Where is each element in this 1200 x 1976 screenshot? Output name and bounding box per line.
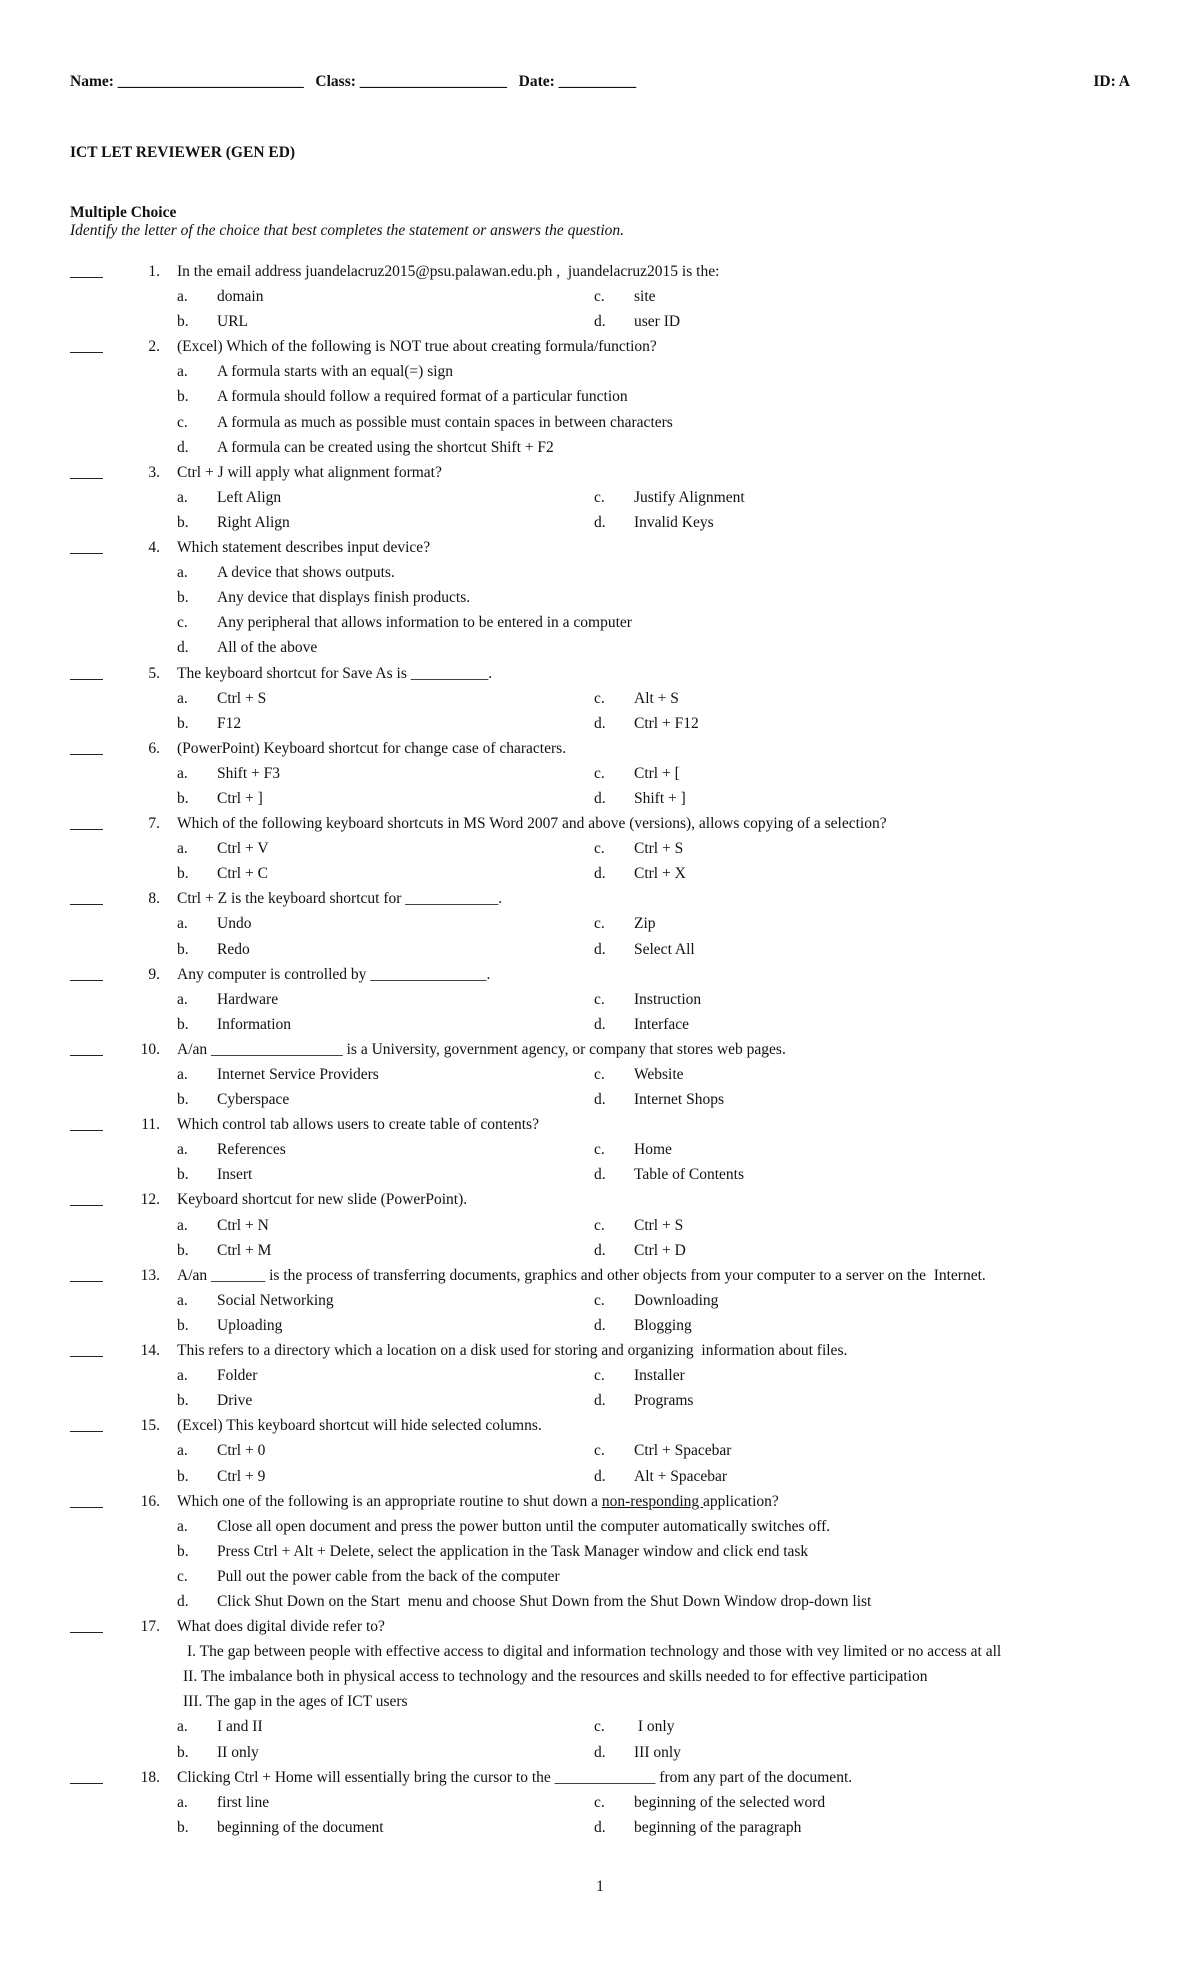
choice-text: Undo bbox=[217, 915, 252, 933]
choice-letter: a. bbox=[177, 1291, 188, 1309]
choice-text: I only bbox=[634, 1718, 675, 1736]
choice-letter: c. bbox=[594, 1291, 605, 1309]
choice-row bbox=[0, 1740, 1200, 1765]
answer-blank[interactable] bbox=[70, 1614, 103, 1633]
choice-row bbox=[0, 1213, 1200, 1238]
choice-letter: b. bbox=[177, 513, 189, 531]
question-stem-line bbox=[0, 1037, 1200, 1062]
question-stem bbox=[177, 259, 719, 284]
question-stem-text: Ctrl + J will apply what alignment format? bbox=[177, 463, 442, 481]
choice-row bbox=[0, 1388, 1200, 1413]
choice-text: Folder bbox=[217, 1367, 258, 1385]
choice-text: F12 bbox=[217, 714, 242, 732]
section-header bbox=[70, 204, 624, 240]
choice-text: Information bbox=[217, 1015, 292, 1033]
question-stem bbox=[177, 1489, 779, 1514]
choice-text: Right Align bbox=[217, 513, 290, 531]
choice-letter: a. bbox=[177, 1367, 188, 1385]
choice-letter: c. bbox=[594, 1367, 605, 1385]
choice-text: A formula as much as possible must contain spaces in between characters bbox=[217, 413, 673, 431]
question-stem-line bbox=[0, 1263, 1200, 1288]
answer-blank[interactable] bbox=[70, 259, 103, 278]
statement-line bbox=[0, 1639, 1200, 1664]
choice-letter: c. bbox=[594, 689, 605, 707]
question-stem-line bbox=[0, 886, 1200, 911]
choice-text: Any device that displays finish products. bbox=[217, 589, 471, 607]
choice-letter: d. bbox=[177, 1592, 189, 1610]
choice-text: domain bbox=[217, 288, 264, 306]
choice-letter: b. bbox=[177, 940, 189, 958]
question-stem bbox=[177, 736, 566, 761]
choice-letter: c. bbox=[594, 1141, 605, 1159]
choice-letter: d. bbox=[594, 1392, 606, 1410]
choice-text: Ctrl + [ bbox=[634, 764, 680, 782]
name-label: Name: ________________________ bbox=[70, 73, 304, 90]
question-number: 1. bbox=[148, 263, 160, 280]
choice-text: All of the above bbox=[217, 639, 318, 657]
choice-text: Press Ctrl + Alt + Delete, select the application in the Task Manager window and click end task bbox=[217, 1542, 809, 1560]
question-number: 9. bbox=[148, 965, 160, 983]
choice-letter: d. bbox=[177, 438, 189, 456]
choice-letter: c. bbox=[594, 1442, 605, 1460]
question-stem-text: Which control tab allows users to create table of contents? bbox=[177, 1116, 539, 1134]
choice-text: Ctrl + S bbox=[634, 1216, 684, 1234]
choice-letter: a. bbox=[177, 564, 188, 582]
question-stem bbox=[177, 1187, 467, 1212]
choice-text: URL bbox=[217, 313, 248, 331]
choice-text: Justify Alignment bbox=[634, 488, 745, 506]
choice-letter: c. bbox=[594, 1793, 605, 1811]
question-stem-text: Any computer is controlled by _______________. bbox=[177, 965, 491, 983]
question-stem bbox=[177, 811, 887, 836]
choice-row bbox=[0, 284, 1200, 309]
question-stem-line bbox=[0, 962, 1200, 987]
choice-row bbox=[0, 1714, 1200, 1739]
choice-letter: c. bbox=[177, 614, 188, 632]
choice-text: beginning of the paragraph bbox=[634, 1818, 802, 1836]
question-number: 18. bbox=[140, 1768, 160, 1786]
question-stem-text: (PowerPoint) Keyboard shortcut for change case of characters. bbox=[177, 739, 567, 757]
choice-letter: d. bbox=[594, 940, 606, 958]
choice-row bbox=[0, 560, 1200, 585]
question-stem bbox=[177, 1112, 539, 1137]
choice-row bbox=[0, 1438, 1200, 1463]
choice-text: user ID bbox=[634, 313, 681, 331]
choice-text: beginning of the selected word bbox=[634, 1793, 826, 1811]
question-number: 11. bbox=[141, 1116, 160, 1134]
section-instructions: Identify the letter of the choice that best completes the statement or answers the question. bbox=[70, 222, 625, 239]
choice-text: Internet Service Providers bbox=[217, 1066, 379, 1083]
question-stem-text: Which one of the following is an appropriate routine to shut down a bbox=[177, 1492, 602, 1510]
question-stem-text: The keyboard shortcut for Save As is __________. bbox=[177, 664, 493, 682]
statement-text: II. The imbalance both in physical access to technology and the resources and skills needed to for effective participation bbox=[183, 1668, 928, 1686]
question-stem-after: application? bbox=[703, 1492, 779, 1510]
choice-text: Ctrl + X bbox=[634, 865, 686, 883]
choice-row bbox=[0, 1162, 1200, 1187]
question-number: 15. bbox=[140, 1417, 160, 1435]
answer-blank[interactable] bbox=[70, 334, 103, 353]
question-stem-text: Clicking Ctrl + Home will essentially bring the cursor to the _____________ from any part of the document. bbox=[177, 1768, 853, 1786]
choice-text: Insert bbox=[217, 1166, 253, 1184]
choice-row bbox=[0, 1363, 1200, 1388]
choice-letter: d. bbox=[594, 865, 606, 883]
choice-text: Ctrl + V bbox=[217, 840, 269, 858]
question-stem bbox=[177, 962, 490, 987]
choice-text: II only bbox=[217, 1743, 259, 1761]
choice-letter: b. bbox=[177, 589, 189, 607]
question-stem-text: In the email address juandelacruz2015@psu.palawan.edu.ph , juandelacruz2015 is the: bbox=[177, 263, 720, 280]
choice-letter: d. bbox=[594, 789, 606, 807]
choice-text: Pull out the power cable from the back of the computer bbox=[217, 1567, 560, 1585]
choice-letter: c. bbox=[177, 1567, 188, 1585]
answer-blank[interactable] bbox=[70, 1112, 103, 1131]
choice-text: Uploading bbox=[217, 1316, 283, 1334]
choice-letter: b. bbox=[177, 865, 189, 883]
choice-letter: d. bbox=[177, 639, 189, 657]
choice-row bbox=[0, 711, 1200, 736]
choice-text: Cyberspace bbox=[217, 1091, 290, 1109]
choice-text: Ctrl + F12 bbox=[634, 714, 699, 732]
question-stem-line bbox=[0, 535, 1200, 560]
question-stem-text: Ctrl + Z is the keyboard shortcut for ____________. bbox=[177, 890, 503, 908]
choice-letter: a. bbox=[177, 1141, 188, 1159]
question-number: 5. bbox=[148, 664, 160, 682]
question-stem-line bbox=[0, 1614, 1200, 1639]
choice-text: Click Shut Down on the Start menu and choose Shut Down from the Shut Down Window drop-down list bbox=[217, 1592, 872, 1610]
choice-letter: b. bbox=[177, 714, 189, 732]
question-stem bbox=[177, 661, 492, 686]
question-stem-line bbox=[0, 460, 1200, 485]
choice-text: Ctrl + S bbox=[217, 689, 267, 707]
date-label: Date: __________ bbox=[518, 73, 637, 90]
question-number: 8. bbox=[148, 890, 160, 908]
choice-row bbox=[0, 1514, 1200, 1539]
question-number: 16. bbox=[140, 1492, 160, 1510]
answer-blank[interactable] bbox=[70, 1338, 103, 1357]
choice-text: Website bbox=[634, 1066, 684, 1083]
choice-text: A device that shows outputs. bbox=[217, 564, 395, 582]
question-stem-underlined: non-responding bbox=[601, 1492, 704, 1510]
choice-text: III only bbox=[634, 1743, 681, 1761]
choice-text: I and II bbox=[217, 1718, 263, 1736]
question-stem-line bbox=[0, 736, 1200, 761]
question-stem-line bbox=[0, 661, 1200, 686]
statement-text: III. The gap in the ages of ICT users bbox=[183, 1693, 408, 1711]
answer-blank[interactable] bbox=[70, 1187, 103, 1206]
choice-letter: c. bbox=[594, 915, 605, 933]
question-stem-text: A/an _________________ is a University, government agency, or company that stores web pages. bbox=[177, 1040, 786, 1058]
choice-text: Ctrl + S bbox=[634, 840, 684, 858]
choice-letter: d. bbox=[594, 1818, 606, 1836]
question-stem bbox=[177, 1338, 847, 1363]
choice-text: Alt + S bbox=[634, 689, 679, 707]
question-stem-line bbox=[0, 1765, 1200, 1790]
choice-row bbox=[0, 836, 1200, 861]
question-stem-line bbox=[0, 1187, 1200, 1212]
choice-row bbox=[0, 1062, 1200, 1087]
answer-blank[interactable] bbox=[70, 1037, 103, 1056]
choice-text: A formula can be created using the shortcut Shift + F2 bbox=[217, 438, 554, 456]
choice-row bbox=[0, 1564, 1200, 1589]
question-stem-text: Which of the following keyboard shortcuts in MS Word 2007 and above (versions), allows copying of a selection? bbox=[177, 815, 887, 833]
choice-row bbox=[0, 485, 1200, 510]
answer-blank[interactable] bbox=[70, 1489, 103, 1508]
choice-letter: a. bbox=[177, 764, 188, 782]
question-stem-line bbox=[0, 1489, 1200, 1514]
choice-letter: c. bbox=[594, 840, 605, 858]
question-stem-text: A/an _______ is the process of transferring documents, graphics and other objects from your computer to a server on the Internet. bbox=[177, 1266, 986, 1284]
choice-letter: b. bbox=[177, 1743, 189, 1761]
question-number: 2. bbox=[148, 338, 160, 356]
answer-blank[interactable] bbox=[70, 1413, 103, 1432]
choice-text: Zip bbox=[634, 915, 656, 933]
question-number: 13. bbox=[140, 1266, 160, 1284]
choice-text: Drive bbox=[217, 1392, 253, 1410]
question-stem bbox=[177, 334, 657, 359]
choice-text: Shift + F3 bbox=[217, 764, 281, 782]
choice-letter: c. bbox=[594, 288, 605, 306]
answer-blank[interactable] bbox=[70, 661, 103, 680]
question-list bbox=[0, 259, 1200, 1840]
choice-letter: b. bbox=[177, 313, 189, 331]
section-title: Multiple Choice bbox=[70, 204, 177, 221]
choice-row bbox=[0, 410, 1200, 435]
choice-letter: a. bbox=[177, 288, 188, 306]
choice-letter: a. bbox=[177, 1793, 188, 1811]
question-stem bbox=[177, 535, 430, 560]
choice-letter: c. bbox=[594, 990, 605, 1008]
question-stem-text: What does digital divide refer to? bbox=[177, 1618, 385, 1636]
choice-text: A formula starts with an equal(=) sign bbox=[217, 363, 454, 381]
choice-letter: b. bbox=[177, 1316, 189, 1334]
choice-text: Redo bbox=[217, 940, 250, 958]
choice-row bbox=[0, 1589, 1200, 1614]
choice-row bbox=[0, 911, 1200, 936]
choice-letter: d. bbox=[594, 1166, 606, 1184]
choice-text: Select All bbox=[634, 940, 695, 958]
statement-line bbox=[0, 1689, 1200, 1714]
choice-row bbox=[0, 1313, 1200, 1338]
question-number: 3. bbox=[148, 463, 160, 481]
question-stem-text: Which statement describes input device? bbox=[177, 539, 431, 557]
choice-text: Ctrl + ] bbox=[217, 789, 263, 807]
question-stem bbox=[177, 460, 442, 485]
choice-letter: b. bbox=[177, 1542, 189, 1560]
choice-letter: b. bbox=[177, 1467, 189, 1485]
choice-row bbox=[0, 1539, 1200, 1564]
choice-letter: a. bbox=[177, 1442, 188, 1460]
choice-letter: a. bbox=[177, 689, 188, 707]
question-stem-line bbox=[0, 811, 1200, 836]
choice-text: Invalid Keys bbox=[634, 513, 714, 531]
choice-row bbox=[0, 435, 1200, 460]
question-number: 17. bbox=[140, 1618, 160, 1636]
answer-blank[interactable] bbox=[70, 736, 103, 755]
question-number: 4. bbox=[148, 539, 160, 557]
answer-blank[interactable] bbox=[70, 886, 103, 905]
answer-blank[interactable] bbox=[70, 1263, 103, 1282]
choice-letter: b. bbox=[177, 1015, 189, 1033]
choice-text: Close all open document and press the power button until the computer automatically switches off. bbox=[217, 1517, 831, 1535]
choice-row bbox=[0, 1464, 1200, 1489]
choice-row bbox=[0, 1288, 1200, 1313]
choice-text: Internet Shops bbox=[634, 1091, 724, 1109]
choice-text: beginning of the document bbox=[217, 1818, 384, 1836]
choice-text: Shift + ] bbox=[634, 789, 686, 807]
choice-letter: b. bbox=[177, 1091, 189, 1109]
choice-text: References bbox=[217, 1141, 286, 1159]
answer-blank[interactable] bbox=[70, 962, 103, 981]
choice-text: Social Networking bbox=[217, 1291, 334, 1309]
choice-text: Ctrl + 0 bbox=[217, 1442, 266, 1460]
choice-letter: c. bbox=[594, 1718, 605, 1736]
question-stem-text: This refers to a directory which a location on a disk used for storing and organizing information about files. bbox=[177, 1342, 848, 1360]
choice-letter: d. bbox=[594, 1467, 606, 1485]
choice-text: Instruction bbox=[634, 990, 702, 1008]
choice-letter: d. bbox=[594, 1743, 606, 1761]
choice-text: Ctrl + 9 bbox=[217, 1467, 266, 1485]
class-label: Class: ___________________ bbox=[315, 73, 508, 90]
choice-text: Ctrl + M bbox=[217, 1241, 272, 1259]
choice-row bbox=[0, 1012, 1200, 1037]
choice-letter: a. bbox=[177, 363, 188, 381]
choice-row bbox=[0, 1790, 1200, 1815]
question-number: 12. bbox=[140, 1191, 160, 1209]
choice-row bbox=[0, 510, 1200, 535]
choice-letter: a. bbox=[177, 915, 188, 933]
question-stem bbox=[177, 886, 502, 911]
choice-letter: d. bbox=[594, 1316, 606, 1334]
choice-row bbox=[0, 1238, 1200, 1263]
choice-text: first line bbox=[217, 1793, 270, 1811]
choice-row bbox=[0, 937, 1200, 962]
choice-letter: d. bbox=[594, 714, 606, 732]
statement-line bbox=[0, 1664, 1200, 1689]
choice-letter: a. bbox=[177, 1718, 188, 1736]
choice-text: Left Align bbox=[217, 488, 282, 506]
choice-letter: b. bbox=[177, 789, 189, 807]
question-number: 6. bbox=[148, 739, 160, 757]
choice-text: A formula should follow a required format of a particular function bbox=[217, 388, 628, 406]
choice-row bbox=[0, 635, 1200, 660]
choice-text: Ctrl + C bbox=[217, 865, 268, 883]
choice-text: Any peripheral that allows information to be entered in a computer bbox=[217, 614, 632, 632]
choice-letter: d. bbox=[594, 313, 606, 331]
choice-row bbox=[0, 1137, 1200, 1162]
choice-text: site bbox=[634, 288, 656, 306]
choice-text: Programs bbox=[634, 1392, 694, 1410]
choice-text: Alt + Spacebar bbox=[634, 1467, 728, 1485]
choice-letter: c. bbox=[177, 413, 188, 431]
choice-row bbox=[0, 987, 1200, 1012]
answer-blank[interactable] bbox=[70, 1765, 103, 1784]
choice-text: Home bbox=[634, 1141, 672, 1159]
choice-letter: b. bbox=[177, 388, 189, 406]
answer-blank[interactable] bbox=[70, 460, 103, 479]
choice-row bbox=[0, 585, 1200, 610]
choice-letter: b. bbox=[177, 1166, 189, 1184]
question-stem bbox=[177, 1263, 986, 1288]
choice-letter: b. bbox=[177, 1241, 189, 1259]
choice-row bbox=[0, 861, 1200, 886]
choice-letter: d. bbox=[594, 1091, 606, 1109]
choice-text: Hardware bbox=[217, 990, 279, 1008]
choice-letter: a. bbox=[177, 1216, 188, 1234]
answer-blank[interactable] bbox=[70, 535, 103, 554]
choice-letter: c. bbox=[594, 1216, 605, 1234]
choice-text: Ctrl + Spacebar bbox=[634, 1442, 732, 1460]
choice-letter: b. bbox=[177, 1392, 189, 1410]
choice-letter: c. bbox=[594, 1066, 605, 1083]
question-stem-text: (Excel) This keyboard shortcut will hide selected columns. bbox=[177, 1417, 542, 1435]
choice-row bbox=[0, 359, 1200, 384]
choice-row bbox=[0, 610, 1200, 635]
question-stem-line bbox=[0, 259, 1200, 284]
choice-text: Ctrl + N bbox=[217, 1216, 269, 1234]
question-stem-line bbox=[0, 1338, 1200, 1363]
question-stem bbox=[177, 1413, 542, 1438]
question-stem bbox=[177, 1037, 786, 1062]
question-number: 14. bbox=[140, 1342, 160, 1360]
choice-text: Table of Contents bbox=[634, 1166, 744, 1184]
choice-row bbox=[0, 309, 1200, 334]
page-number: 1 bbox=[596, 1878, 604, 1895]
id-label: ID: A bbox=[1093, 73, 1130, 90]
question-number: 7. bbox=[148, 815, 160, 833]
question-stem-line bbox=[0, 1112, 1200, 1137]
header-fields bbox=[70, 73, 636, 91]
question-stem bbox=[177, 1765, 852, 1790]
choice-text: Ctrl + D bbox=[634, 1241, 686, 1259]
choice-letter: a. bbox=[177, 1066, 188, 1083]
choice-letter: d. bbox=[594, 513, 606, 531]
question-number: 10. bbox=[140, 1040, 160, 1058]
choice-letter: a. bbox=[177, 840, 188, 858]
choice-row bbox=[0, 384, 1200, 409]
choice-row bbox=[0, 786, 1200, 811]
choice-text: Installer bbox=[634, 1367, 685, 1385]
question-stem-text: Keyboard shortcut for new slide (PowerPoint). bbox=[177, 1191, 468, 1209]
choice-letter: a. bbox=[177, 990, 188, 1008]
question-stem-line bbox=[0, 1413, 1200, 1438]
choice-letter: c. bbox=[594, 764, 605, 782]
header bbox=[70, 73, 1130, 95]
choice-row bbox=[0, 686, 1200, 711]
choice-letter: b. bbox=[177, 1818, 189, 1836]
question-stem bbox=[177, 1614, 385, 1639]
choice-text: Blogging bbox=[634, 1316, 692, 1334]
choice-row bbox=[0, 761, 1200, 786]
statement-text: I. The gap between people with effective access to digital and information technology and those with vey limited or no access at all bbox=[187, 1643, 1002, 1661]
question-stem-text: (Excel) Which of the following is NOT true about creating formula/function? bbox=[177, 338, 657, 356]
choice-text: Interface bbox=[634, 1015, 690, 1033]
choice-letter: d. bbox=[594, 1241, 606, 1259]
choice-letter: a. bbox=[177, 488, 188, 506]
choice-letter: d. bbox=[594, 1015, 606, 1033]
choice-row bbox=[0, 1815, 1200, 1840]
page-title: ICT LET REVIEWER (GEN ED) bbox=[70, 144, 296, 161]
choice-row bbox=[0, 1087, 1200, 1112]
choice-text: Downloading bbox=[634, 1291, 719, 1309]
answer-blank[interactable] bbox=[70, 811, 103, 830]
choice-letter: c. bbox=[594, 488, 605, 506]
question-stem-line bbox=[0, 334, 1200, 359]
choice-letter: a. bbox=[177, 1517, 188, 1535]
